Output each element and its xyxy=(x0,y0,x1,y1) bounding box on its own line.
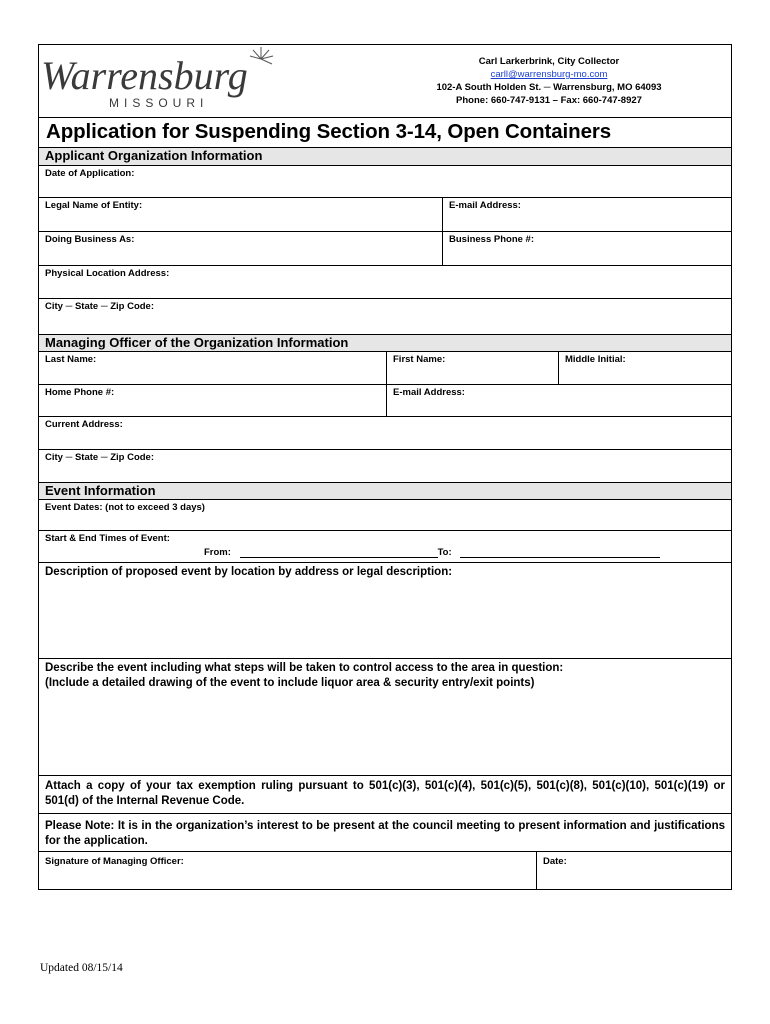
field-first-name[interactable] xyxy=(386,352,558,384)
label-business-phone: Business Phone #: xyxy=(449,234,534,245)
form-header xyxy=(39,45,731,118)
label-home-phone: Home Phone #: xyxy=(45,387,115,398)
label-officer-city-state-zip: City ─ State ─ Zip Code: xyxy=(45,452,154,463)
logo-wordmark: Warrensburg xyxy=(41,53,248,98)
collector-email-link[interactable]: carll@warrensburg-mo.com xyxy=(490,69,608,80)
collector-address: 102-A South Holden St. ─ Warrensburg, MO 64093 xyxy=(436,82,662,93)
logo-missouri: MISSOURI xyxy=(109,96,209,110)
field-current-address[interactable] xyxy=(39,416,731,449)
please-note-text: Please Note: It is in the organization’s interest to be present at the council meeting to present information and justifications for the application. xyxy=(45,820,725,847)
label-middle-initial: Middle Initial: xyxy=(565,354,626,365)
collector-contact xyxy=(379,55,719,107)
row-dba xyxy=(39,231,731,265)
application-form xyxy=(38,44,732,890)
field-home-phone[interactable] xyxy=(39,385,386,416)
section-applicant-heading: Applicant Organization Information xyxy=(39,147,731,165)
label-current-address: Current Address: xyxy=(45,419,123,430)
label-date-of-application: Date of Application: xyxy=(45,168,135,179)
field-middle-initial[interactable] xyxy=(558,352,731,384)
label-last-name: Last Name: xyxy=(45,354,97,365)
form-title: Application for Suspending Section 3-14, Open Containers xyxy=(46,120,612,143)
row-signature xyxy=(39,851,731,889)
field-signature-date[interactable] xyxy=(536,852,731,889)
field-to-time[interactable] xyxy=(460,547,660,558)
row-event-times xyxy=(39,530,731,562)
tax-exemption-text: Attach a copy of your tax exemption ruling pursuant to 501(c)(3), 501(c)(4), 501(c)(5), 501(c)(8), 501(c)(10), 501(c)(19) or 501(d) of the Internal Revenue Code. xyxy=(45,780,725,807)
label-applicant-city-state-zip: City ─ State ─ Zip Code: xyxy=(45,301,154,312)
field-officer-email[interactable] xyxy=(386,385,731,416)
label-access-control-1: Describe the event including what steps will be taken to control access to the area in question: xyxy=(45,662,564,674)
label-physical-address: Physical Location Address: xyxy=(45,268,170,279)
section-event-heading: Event Information xyxy=(39,482,731,499)
field-applicant-city-state-zip[interactable] xyxy=(39,298,731,331)
label-officer-email: E-mail Address: xyxy=(393,387,465,398)
label-to: To: xyxy=(437,547,452,558)
label-event-times: Start & End Times of Event: xyxy=(45,533,170,544)
collector-phone: Phone: 660-747-9131 – Fax: 660-747-8927 xyxy=(456,95,642,106)
field-applicant-email[interactable] xyxy=(442,198,731,231)
label-applicant-email: E-mail Address: xyxy=(449,200,521,211)
field-dba[interactable] xyxy=(39,232,442,265)
field-business-phone[interactable] xyxy=(442,232,731,265)
field-officer-city-state-zip[interactable] xyxy=(39,449,731,481)
field-physical-address[interactable] xyxy=(39,265,731,298)
row-officer-contact xyxy=(39,384,731,416)
label-legal-name: Legal Name of Entity: xyxy=(45,200,143,211)
warrensburg-logo xyxy=(39,45,279,115)
please-note-notice xyxy=(39,813,731,851)
field-from-time[interactable] xyxy=(240,547,438,558)
label-signature: Signature of Managing Officer: xyxy=(45,856,184,867)
updated-date: Updated 08/15/14 xyxy=(40,962,123,974)
field-date-of-application[interactable] xyxy=(39,165,731,197)
label-event-description: Description of proposed event by location by address or legal description: xyxy=(45,566,453,578)
section-officer-heading: Managing Officer of the Organization Information xyxy=(39,334,731,351)
field-legal-name[interactable] xyxy=(39,198,442,231)
field-event-dates[interactable] xyxy=(39,499,731,530)
label-signature-date: Date: xyxy=(543,856,567,867)
field-signature[interactable] xyxy=(39,852,536,889)
row-legal-name xyxy=(39,197,731,231)
tax-exemption-notice xyxy=(39,775,731,813)
row-officer-name xyxy=(39,351,731,384)
field-event-description[interactable] xyxy=(39,562,731,658)
label-from: From: xyxy=(204,547,231,558)
field-access-control[interactable] xyxy=(39,658,731,775)
field-last-name[interactable] xyxy=(39,352,386,384)
label-event-dates: Event Dates: (not to exceed 3 days) xyxy=(45,502,205,513)
collector-name: Carl Larkerbrink, City Collector xyxy=(478,56,620,67)
label-first-name: First Name: xyxy=(393,354,446,365)
from-group xyxy=(204,547,660,558)
label-access-control-2: (Include a detailed drawing of the event to include liquor area & security entry/exit points) xyxy=(45,677,535,689)
label-dba: Doing Business As: xyxy=(45,234,135,245)
